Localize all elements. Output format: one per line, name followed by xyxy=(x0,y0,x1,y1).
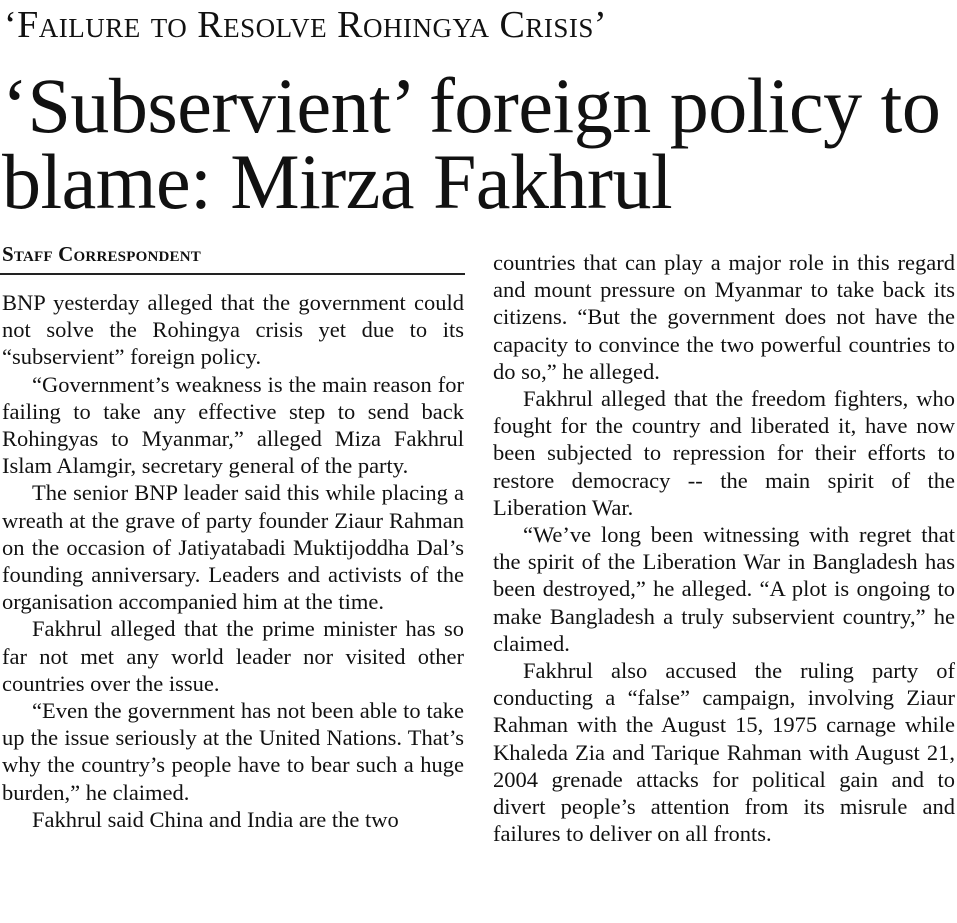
paragraph: BNP yesterday alleged that the government could not solve the Rohingya crisis yet due to its “subservient” foreign policy. xyxy=(2,290,464,370)
article-byline: Staff Correspondent xyxy=(2,242,201,266)
paragraph: Fakhrul alleged that the prime minister has so far not met any world leader nor visited other countries over the issue. xyxy=(2,616,464,696)
article-column-right xyxy=(493,249,955,847)
paragraph: Fakhrul alleged that the freedom fighters, who fought for the country and liberated it, have now been subjected to repression for their efforts to restore democracy -- the main spirit of the Liberation War. xyxy=(493,386,955,520)
byline-divider xyxy=(0,273,465,275)
article-kicker: ‘Failure to Resolve Rohingya Crisis’ xyxy=(4,4,607,46)
paragraph: “Even the government has not been able to take up the issue seriously at the United Nations. That’s why the country’s people have to bear such a huge burden,” he claimed. xyxy=(2,698,464,805)
article-headline: ‘Subservient’ foreign policy to blame: Mirza Fakhrul xyxy=(2,62,941,225)
paragraph: “Government’s weakness is the main reason for failing to take any effective step to send back Rohingyas to Myanmar,” alleged Miza Fakhrul Islam Alamgir, secretary general of the party. xyxy=(2,371,464,479)
paragraph: The senior BNP leader said this while placing a wreath at the grave of party founder Ziaur Rahman on the occasion of Jatiyatabadi Muktijoddha Dal’s founding anniversary. Leaders and activists of the organisation accompanied him at the time. xyxy=(2,480,464,615)
paragraph: countries that can play a major role in this regard and mount pressure on Myanmar to take back its citizens. “But the government does not have the capacity to convince the two powerful countries to do so,” he alleged. xyxy=(493,250,955,384)
article-column-left xyxy=(2,289,464,833)
paragraph: Fakhrul said China and India are the two xyxy=(32,806,399,832)
paragraph: “We’ve long been witnessing with regret that the spirit of the Liberation War in Bangladesh has been destroyed,” he alleged. “A plot is ongoing to make Bangladesh a truly subservient country,” he claimed. xyxy=(493,522,955,656)
paragraph: Fakhrul also accused the ruling party of conducting a “false” campaign, involving Ziaur Rahman with the August 15, 1975 carnage while Khaleda Zia and Tarique Rahman with August 21, 2004 grenade attacks for political gain and to divert people’s attention from its misrule and failures to deliver on all fronts. xyxy=(493,658,955,847)
